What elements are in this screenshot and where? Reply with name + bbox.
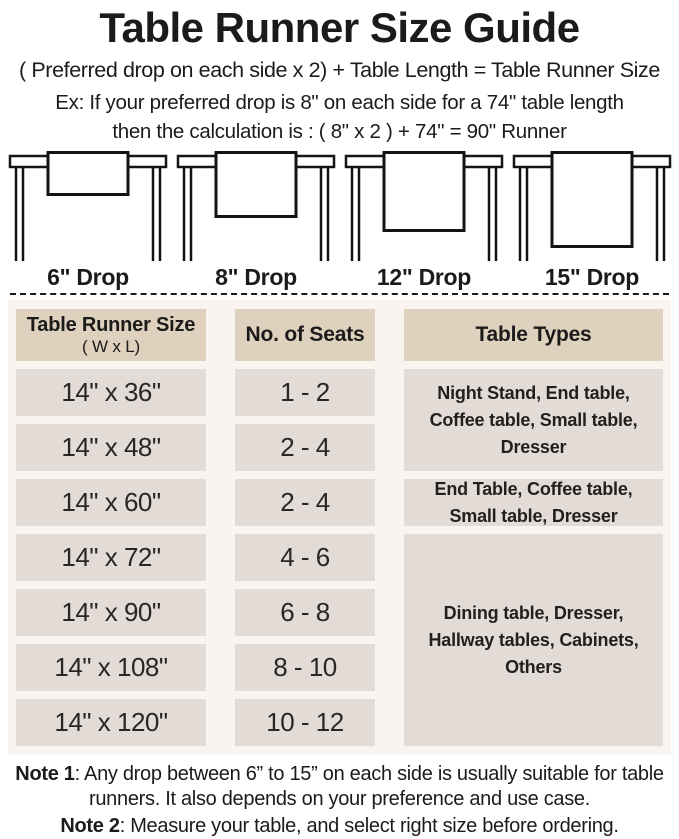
seats-cell-row5: 6 - 8 <box>235 589 375 636</box>
col-header-runner-size <box>16 309 206 361</box>
drop-label-8: 8" Drop <box>215 264 297 291</box>
size-cell-row2: 14" x 48" <box>16 424 206 471</box>
seats-cell-row4: 4 - 6 <box>235 534 375 581</box>
notes-section <box>0 762 679 839</box>
diagram-12-inch-drop <box>340 151 508 289</box>
note-1-label: Note 1 <box>15 763 75 786</box>
formula-line: ( Preferred drop on each side x 2) + Table Length = Table Runner Size <box>19 58 660 83</box>
note-1-text: : Any drop between 6” to 15” on each side is usually suitable for table runners. It also depends on your preference and use case. <box>74 763 664 811</box>
col-header-runner-size-sub: ( W x L) <box>82 336 140 356</box>
table-types-cell-group3: Dining table, Dresser, Hallway tables, Cabinets, Others <box>404 534 663 746</box>
note-1 <box>6 762 673 812</box>
col-header-runner-size-title: Table Runner Size <box>26 313 196 336</box>
diagram-8-inch-drop <box>172 151 340 289</box>
dashed-divider <box>10 293 669 295</box>
drop-label-12: 12" Drop <box>376 264 472 291</box>
table-runner-6in-illustration <box>4 151 172 263</box>
note-2-text: : Measure your table, and select right size before ordering. <box>119 815 619 838</box>
table-types-cell-group1: Night Stand, End table, Coffee table, Small table, Dresser <box>404 369 663 471</box>
seats-cell-row2: 2 - 4 <box>235 424 375 471</box>
size-cell-row4: 14" x 72" <box>16 534 206 581</box>
drop-label-6: 6" Drop <box>47 264 129 291</box>
seats-cell-row1: 1 - 2 <box>235 369 375 416</box>
table-runner-12in-illustration <box>340 151 508 263</box>
seats-cell-row6: 8 - 10 <box>235 644 375 691</box>
example-line-1: Ex: If your preferred drop is 8" on each side for a 74" table length <box>55 91 624 115</box>
size-cell-row6: 14" x 108" <box>16 644 206 691</box>
size-table-panel <box>8 300 671 755</box>
note-2-label: Note 2 <box>60 815 120 838</box>
seats-cell-row3: 2 - 4 <box>235 479 375 526</box>
col-header-table-types: Table Types <box>404 309 663 361</box>
size-cell-row5: 14" x 90" <box>16 589 206 636</box>
page-title: Table Runner Size Guide <box>99 4 580 51</box>
example-line-2: then the calculation is : ( 8" x 2 ) + 74" = 90" Runner <box>112 120 567 144</box>
table-runner-8in-illustration <box>172 151 340 263</box>
col-header-seats: No. of Seats <box>235 309 375 361</box>
size-cell-row3: 14" x 60" <box>16 479 206 526</box>
size-table <box>16 309 663 746</box>
diagram-15-inch-drop <box>508 151 676 289</box>
size-cell-row1: 14" x 36" <box>16 369 206 416</box>
diagram-6-inch-drop <box>4 151 172 289</box>
drop-diagrams <box>0 151 679 289</box>
size-cell-row7: 14" x 120" <box>16 699 206 746</box>
seats-cell-row7: 10 - 12 <box>235 699 375 746</box>
note-2 <box>6 814 673 839</box>
drop-label-15: 15" Drop <box>544 264 640 291</box>
table-types-cell-group2: End Table, Coffee table, Small table, Dresser <box>404 479 663 526</box>
table-runner-15in-illustration <box>508 151 676 263</box>
